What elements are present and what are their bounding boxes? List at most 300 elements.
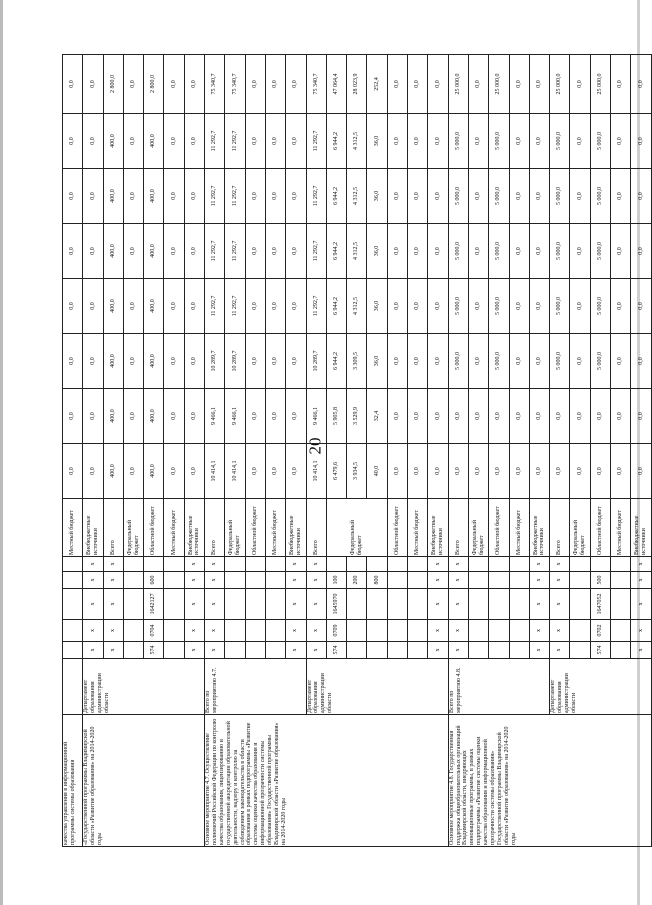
amount-cell: 400,0 <box>144 389 164 444</box>
budget-code-cell: х <box>83 589 103 620</box>
budget-code-cell <box>245 620 265 642</box>
amount-cell: 2 800,0 <box>144 55 164 114</box>
amount-cell: 0,0 <box>590 389 610 444</box>
amount-cell: 0,0 <box>468 224 488 279</box>
budget-code-cell <box>489 642 509 659</box>
amount-cell: 0,0 <box>63 334 83 389</box>
budget-code-cell: х <box>306 572 326 589</box>
budget-code-cell: х <box>428 620 448 642</box>
amount-cell: 0,0 <box>631 169 652 224</box>
amount-cell: 5 000,0 <box>489 114 509 169</box>
amount-cell: 0,0 <box>408 334 428 389</box>
funding-source: Федеральный бюджет <box>225 499 245 557</box>
amount-cell: 0,0 <box>387 169 407 224</box>
budget-code-cell: х <box>83 620 103 642</box>
amount-cell: 5 000,0 <box>448 169 468 224</box>
amount-cell: 400,0 <box>144 444 164 499</box>
measure-description: Основное мероприятие 4.8. Государственная поддержка общеобразовательных организаций Владимирской области, внедряющих инновационные программы, в рамках подпрограммы «Развитие системы оценки качества образования и информационной прозрачности системы образования» Государственной программы Владимирской области «Развитие образования» на 2014-2020 годы <box>448 715 651 847</box>
budget-code-cell <box>590 557 610 572</box>
amount-cell: 3 309,5 <box>347 334 367 389</box>
funding-source: Областной бюджет <box>144 499 164 557</box>
amount-cell: 0,0 <box>611 334 631 389</box>
amount-cell: 0,0 <box>529 279 549 334</box>
funding-source: Всего <box>205 499 225 557</box>
amount-cell: 5 000,0 <box>590 169 610 224</box>
budget-code-cell: х <box>428 557 448 572</box>
budget-code-cell: 500 <box>590 572 610 589</box>
amount-cell: 0,0 <box>611 114 631 169</box>
amount-cell: 0,0 <box>631 389 652 444</box>
amount-cell: 0,0 <box>631 444 652 499</box>
amount-cell: 0,0 <box>468 444 488 499</box>
budget-code-cell: х <box>529 589 549 620</box>
amount-cell: 0,0 <box>265 334 285 389</box>
amount-cell: 0,0 <box>509 334 529 389</box>
amount-cell: 75 340,7 <box>225 55 245 114</box>
amount-cell: 0,0 <box>489 444 509 499</box>
budget-code-cell <box>245 572 265 589</box>
funding-source: Внебюджетные источники <box>529 499 549 557</box>
amount-cell: 0,0 <box>509 114 529 169</box>
amount-cell: 0,0 <box>468 279 488 334</box>
amount-cell: 11 292,7 <box>306 114 326 169</box>
budget-code-cell: х <box>103 572 123 589</box>
amount-cell: 47 064,4 <box>326 55 346 114</box>
responsible-executor: Департамент образования администрации области <box>306 659 448 715</box>
amount-cell: 0,0 <box>286 334 306 389</box>
budget-code-cell <box>611 589 631 620</box>
budget-code-cell: х <box>184 642 204 659</box>
amount-cell: 0,0 <box>550 389 570 444</box>
amount-cell: 400,0 <box>103 224 123 279</box>
amount-cell: 0,0 <box>63 114 83 169</box>
amount-cell: 0,0 <box>590 444 610 499</box>
amount-cell: 0,0 <box>245 334 265 389</box>
budget-code-cell <box>408 589 428 620</box>
amount-cell: 11 292,7 <box>306 224 326 279</box>
amount-cell: 5 905,8 <box>326 389 346 444</box>
amount-cell: 0,0 <box>570 55 590 114</box>
amount-cell: 25 000,0 <box>590 55 610 114</box>
budget-code-cell <box>144 557 164 572</box>
amount-cell: 400,0 <box>103 169 123 224</box>
budget-code-cell: х <box>550 589 570 620</box>
budget-code-cell <box>387 572 407 589</box>
rotated-table-container <box>62 57 652 847</box>
amount-cell: 10 289,7 <box>205 334 225 389</box>
budget-code-cell: х <box>631 642 652 659</box>
amount-cell: 0,0 <box>164 169 184 224</box>
funding-source: Местный бюджет <box>265 499 285 557</box>
amount-cell: 0,0 <box>570 334 590 389</box>
budget-code-cell: х <box>448 642 468 659</box>
amount-cell: 0,0 <box>83 334 103 389</box>
budget-code-cell: х <box>448 557 468 572</box>
budget-code-cell: 100 <box>326 572 346 589</box>
amount-cell: 0,0 <box>63 279 83 334</box>
budget-code-cell: х <box>529 642 549 659</box>
budget-code-cell <box>164 572 184 589</box>
budget-code-cell <box>367 589 387 620</box>
amount-cell: 0,0 <box>529 169 549 224</box>
amount-cell: 5 000,0 <box>550 334 570 389</box>
amount-cell: 5 000,0 <box>448 114 468 169</box>
funding-source: Местный бюджет <box>63 499 83 557</box>
budget-code-cell: х <box>83 557 103 572</box>
amount-cell: 400,0 <box>103 444 123 499</box>
amount-cell: 2 800,0 <box>103 55 123 114</box>
budget-code-cell <box>347 557 367 572</box>
amount-cell: 0,0 <box>164 55 184 114</box>
budget-code-cell <box>265 589 285 620</box>
budget-code-cell <box>509 642 529 659</box>
amount-cell: 9 466,1 <box>205 389 225 444</box>
budget-code-cell <box>347 642 367 659</box>
budget-code-cell: х <box>306 620 326 642</box>
funding-source: Местный бюджет <box>509 499 529 557</box>
measure-description: «Государственной программы Владимирской области «Развитие образования» на 2014-2020 годы <box>83 715 205 847</box>
budget-code-cell <box>245 642 265 659</box>
amount-cell: 0,0 <box>265 55 285 114</box>
budget-code-cell: х <box>631 557 652 572</box>
amount-cell: 0,0 <box>184 55 204 114</box>
table-row <box>83 55 103 847</box>
amount-cell: 0,0 <box>611 55 631 114</box>
funding-source: Внебюджетные источники <box>286 499 306 557</box>
amount-cell: 75 340,7 <box>205 55 225 114</box>
amount-cell: 6 944,2 <box>326 334 346 389</box>
responsible-executor: Всего по мероприятию 4.7. <box>205 659 306 715</box>
amount-cell: 400,0 <box>144 169 164 224</box>
funding-source: Федеральный бюджет <box>570 499 590 557</box>
funding-source: Внебюджетные источники <box>184 499 204 557</box>
amount-cell: 0,0 <box>611 389 631 444</box>
amount-cell: 6 479,6 <box>326 444 346 499</box>
amount-cell: 0,0 <box>83 279 103 334</box>
budget-code-cell <box>489 572 509 589</box>
amount-cell: 0,0 <box>428 389 448 444</box>
funding-source: Областной бюджет <box>590 499 610 557</box>
amount-cell: 5 000,0 <box>489 279 509 334</box>
funding-source: Федеральный бюджет <box>326 499 387 557</box>
budget-code-cell <box>387 642 407 659</box>
budget-code-cell <box>367 557 387 572</box>
budget-code-cell <box>468 572 488 589</box>
amount-cell: 5 000,0 <box>489 169 509 224</box>
amount-cell: 36,0 <box>367 334 387 389</box>
amount-cell: 0,0 <box>286 55 306 114</box>
budget-code-cell: 1647052 <box>590 589 610 620</box>
funding-source: Всего <box>448 499 468 557</box>
funding-source: Федеральный бюджет <box>123 499 143 557</box>
amount-cell: 0,0 <box>265 444 285 499</box>
budget-code-cell <box>367 620 387 642</box>
amount-cell: 0,0 <box>184 334 204 389</box>
budget-code-cell <box>164 589 184 620</box>
amount-cell: 0,0 <box>387 55 407 114</box>
amount-cell: 5 000,0 <box>590 114 610 169</box>
budget-code-cell <box>123 620 143 642</box>
budget-code-cell: х <box>631 620 652 642</box>
funding-source: Федеральный бюджет <box>468 499 488 557</box>
amount-cell: 6 944,2 <box>326 224 346 279</box>
amount-cell: 400,0 <box>144 224 164 279</box>
amount-cell: 0,0 <box>570 114 590 169</box>
amount-cell: 0,0 <box>286 114 306 169</box>
budget-code-cell: х <box>103 620 123 642</box>
budget-code-cell <box>265 572 285 589</box>
amount-cell: 0,0 <box>570 444 590 499</box>
amount-cell: 0,0 <box>387 114 407 169</box>
amount-cell: 0,0 <box>509 389 529 444</box>
amount-cell: 0,0 <box>265 279 285 334</box>
amount-cell: 5 000,0 <box>489 334 509 389</box>
funding-source: Всего <box>306 499 326 557</box>
amount-cell: 0,0 <box>468 334 488 389</box>
amount-cell: 36,0 <box>367 279 387 334</box>
amount-cell: 0,0 <box>570 224 590 279</box>
amount-cell: 5 000,0 <box>448 224 468 279</box>
amount-cell: 0,0 <box>468 55 488 114</box>
amount-cell: 11 292,7 <box>205 169 225 224</box>
budget-code-cell <box>123 557 143 572</box>
funding-source: Местный бюджет <box>164 499 184 557</box>
budget-code-cell: х <box>306 642 326 659</box>
amount-cell: 0,0 <box>529 114 549 169</box>
amount-cell: 0,0 <box>245 279 265 334</box>
amount-cell: 11 292,7 <box>306 169 326 224</box>
amount-cell: 40,0 <box>367 444 387 499</box>
responsible-executor: Департамент образования администрации области <box>83 659 205 715</box>
amount-cell: 0,0 <box>265 224 285 279</box>
budget-code-cell: х <box>286 557 306 572</box>
budget-code-cell: х <box>103 642 123 659</box>
budget-code-cell: х <box>550 572 570 589</box>
amount-cell: 0,0 <box>63 224 83 279</box>
funding-source: Областной бюджет <box>489 499 509 557</box>
amount-cell: 0,0 <box>265 389 285 444</box>
amount-cell: 0,0 <box>611 224 631 279</box>
budget-code-cell <box>509 557 529 572</box>
budget-code-cell <box>468 557 488 572</box>
budget-code-cell <box>468 589 488 620</box>
budget-code-cell: х <box>306 589 326 620</box>
budget-code-cell: 574 <box>590 642 610 659</box>
amount-cell: 0,0 <box>611 444 631 499</box>
amount-cell: 0,0 <box>428 224 448 279</box>
amount-cell: 25 000,0 <box>550 55 570 114</box>
amount-cell: 0,0 <box>123 444 143 499</box>
amount-cell: 5 000,0 <box>590 224 610 279</box>
amount-cell: 25 000,0 <box>448 55 468 114</box>
amount-cell: 0,0 <box>164 334 184 389</box>
amount-cell: 0,0 <box>387 444 407 499</box>
amount-cell: 6 944,2 <box>326 114 346 169</box>
budget-code-cell <box>611 557 631 572</box>
budget-code-cell <box>570 557 590 572</box>
budget-code-cell <box>265 620 285 642</box>
budget-code-cell: х <box>103 557 123 572</box>
budget-code-cell: х <box>286 642 306 659</box>
funding-source: Местный бюджет <box>611 499 631 557</box>
funding-source: Всего <box>103 499 123 557</box>
budget-code-cell: 600 <box>144 572 164 589</box>
amount-cell: 0,0 <box>387 224 407 279</box>
amount-cell: 0,0 <box>428 169 448 224</box>
amount-cell: 36,0 <box>367 114 387 169</box>
budget-code-cell: 574 <box>326 642 346 659</box>
amount-cell: 0,0 <box>245 55 265 114</box>
amount-cell: 0,0 <box>265 114 285 169</box>
amount-cell: 11 292,7 <box>205 114 225 169</box>
amount-cell: 0,0 <box>509 169 529 224</box>
amount-cell: 0,0 <box>83 389 103 444</box>
budget-code-cell: 0704 <box>144 620 164 642</box>
table-row <box>448 55 468 847</box>
table-body <box>63 55 652 847</box>
amount-cell: 0,0 <box>509 444 529 499</box>
budget-code-cell: х <box>529 572 549 589</box>
amount-cell: 10 414,1 <box>225 444 245 499</box>
budget-code-cell: х <box>184 557 204 572</box>
budget-code-cell <box>387 557 407 572</box>
amount-cell: 5 000,0 <box>550 279 570 334</box>
amount-cell: 0,0 <box>123 55 143 114</box>
budget-code-cell: х <box>631 589 652 620</box>
amount-cell: 4 312,5 <box>347 224 367 279</box>
amount-cell: 0,0 <box>245 224 265 279</box>
budget-code-cell <box>611 620 631 642</box>
amount-cell: 0,0 <box>570 279 590 334</box>
amount-cell: 0,0 <box>265 169 285 224</box>
amount-cell: 0,0 <box>509 55 529 114</box>
amount-cell: 0,0 <box>286 224 306 279</box>
amount-cell: 5 000,0 <box>550 114 570 169</box>
amount-cell: 400,0 <box>103 114 123 169</box>
budget-code-cell <box>326 557 346 572</box>
amount-cell: 0,0 <box>123 389 143 444</box>
amount-cell: 0,0 <box>550 444 570 499</box>
amount-cell: 0,0 <box>123 224 143 279</box>
amount-cell: 0,0 <box>83 55 103 114</box>
budget-code-cell: х <box>205 642 225 659</box>
amount-cell: 75 340,7 <box>306 55 326 114</box>
measure-description: Основное мероприятие 4.7. Осуществление полномочий Российской Федерации по контролю качества образования, лицензированию и государственной аккредитации образовательной деятельности, надзору и контролю за соблюдением законодательства в области образования в рамках подпрограммы «Развитие системы оценки качества образования и информационной прозрачности системы образования» Государственной программы Владимирской области «Развитие образования» на 2014-2020 годы <box>205 715 449 847</box>
budget-code-cell <box>164 642 184 659</box>
amount-cell: 9 466,1 <box>306 389 326 444</box>
amount-cell: 0,0 <box>83 444 103 499</box>
amount-cell: 0,0 <box>83 224 103 279</box>
budget-code-cell: 1642127 <box>144 589 164 620</box>
budget-code-cell <box>164 557 184 572</box>
amount-cell: 11 292,7 <box>205 224 225 279</box>
funding-source: Областной бюджет <box>387 499 407 557</box>
amount-cell: 10 414,1 <box>306 444 326 499</box>
budget-code-cell <box>123 642 143 659</box>
amount-cell: 5 000,0 <box>590 279 610 334</box>
amount-cell: 10 289,7 <box>225 334 245 389</box>
page-number: 20 <box>305 437 325 455</box>
amount-cell: 0,0 <box>123 334 143 389</box>
budget-code-cell <box>245 557 265 572</box>
amount-cell: 0,0 <box>184 444 204 499</box>
budget-code-cell <box>225 642 245 659</box>
amount-cell: 0,0 <box>529 55 549 114</box>
budget-code-cell: х <box>286 620 306 642</box>
amount-cell: 4 312,5 <box>347 169 367 224</box>
budget-code-cell <box>408 557 428 572</box>
amount-cell: 0,0 <box>489 389 509 444</box>
amount-cell: 4 312,5 <box>347 114 367 169</box>
amount-cell: 5 000,0 <box>550 224 570 279</box>
budget-code-cell: х <box>286 589 306 620</box>
budget-code-cell <box>63 642 83 659</box>
amount-cell: 0,0 <box>408 55 428 114</box>
amount-cell: 6 944,2 <box>326 169 346 224</box>
amount-cell: 0,0 <box>286 279 306 334</box>
measure-description: качества управления в информационной программы системы образования <box>63 715 83 847</box>
amount-cell: 0,0 <box>631 224 652 279</box>
budget-code-cell <box>265 557 285 572</box>
amount-cell: 36,0 <box>367 224 387 279</box>
budget-code-cell <box>123 589 143 620</box>
amount-cell: 0,0 <box>83 169 103 224</box>
amount-cell: 0,0 <box>611 279 631 334</box>
amount-cell: 5 000,0 <box>590 334 610 389</box>
amount-cell: 11 292,7 <box>225 114 245 169</box>
amount-cell: 400,0 <box>103 389 123 444</box>
amount-cell: 0,0 <box>387 279 407 334</box>
amount-cell: 25 000,0 <box>489 55 509 114</box>
funding-source: Областной бюджет <box>245 499 265 557</box>
amount-cell: 11 292,7 <box>225 224 245 279</box>
amount-cell: 0,0 <box>245 444 265 499</box>
table-row <box>205 55 225 847</box>
scan-edge-left <box>0 0 3 905</box>
budget-code-cell: 1645970 <box>326 589 346 620</box>
amount-cell: 0,0 <box>184 389 204 444</box>
funding-source: Местный бюджет <box>408 499 428 557</box>
amount-cell: 0,0 <box>408 169 428 224</box>
budget-code-cell: х <box>306 557 326 572</box>
amount-cell: 0,0 <box>164 389 184 444</box>
amount-cell: 0,0 <box>408 224 428 279</box>
budget-code-cell <box>387 620 407 642</box>
amount-cell: 0,0 <box>631 279 652 334</box>
amount-cell: 0,0 <box>245 169 265 224</box>
budget-code-cell <box>225 572 245 589</box>
budget-code-cell <box>408 642 428 659</box>
amount-cell: 0,0 <box>63 169 83 224</box>
amount-cell: 0,0 <box>468 169 488 224</box>
budget-code-cell <box>489 557 509 572</box>
budget-code-cell: х <box>448 620 468 642</box>
amount-cell: 0,0 <box>408 389 428 444</box>
amount-cell: 0,0 <box>184 169 204 224</box>
amount-cell: 5 000,0 <box>550 169 570 224</box>
budget-code-cell <box>63 620 83 642</box>
budget-code-cell <box>245 589 265 620</box>
amount-cell: 5 000,0 <box>448 334 468 389</box>
amount-cell: 3 529,9 <box>347 389 367 444</box>
amount-cell: 0,0 <box>63 55 83 114</box>
budget-code-cell: х <box>184 620 204 642</box>
amount-cell: 0,0 <box>570 389 590 444</box>
amount-cell: 0,0 <box>387 334 407 389</box>
funding-source: Внебюджетные источники <box>631 499 652 557</box>
amount-cell: 0,0 <box>631 334 652 389</box>
amount-cell: 0,0 <box>164 224 184 279</box>
